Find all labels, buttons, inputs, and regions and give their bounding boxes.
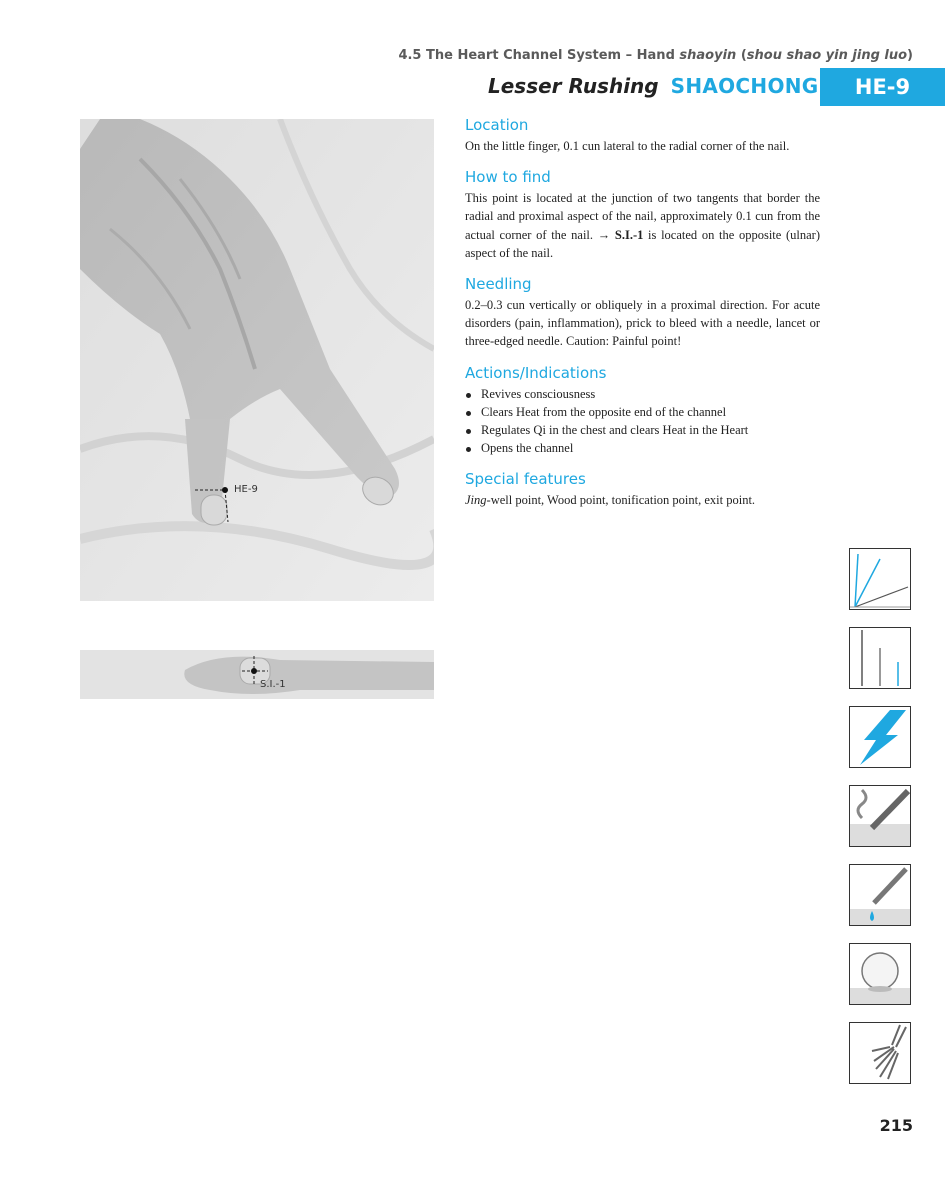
special-features-section <box>465 469 820 509</box>
point-english-name: Lesser Rushing <box>488 74 659 98</box>
running-head-text: ) <box>907 48 913 63</box>
moxa-icon <box>849 785 911 847</box>
location-text: On the little finger, 0.1 cun lateral to the radial corner of the nail. <box>465 139 790 153</box>
how-to-find-heading: How to find <box>465 168 551 187</box>
si-1-label: S.I.-1 <box>260 679 286 690</box>
cross-reference: S.I.-1 <box>614 227 644 242</box>
finger-side-photo <box>80 650 434 699</box>
special-text-part: -well point, Wood point, tonification point, exit point. <box>486 493 756 508</box>
bleeding-icon <box>849 864 911 926</box>
point-pinyin-name: SHAOCHONG <box>670 74 819 98</box>
list-item: Clears Heat from the opposite end of the channel <box>465 403 820 421</box>
needling-text: 0.2–0.3 cun vertically or obliquely in a proximal direction. For acute disorders (pain, inflammation), prick to bleed with a needle, lancet or three-edged needle. Caution: Painful point! <box>465 298 820 349</box>
location-section <box>465 115 820 155</box>
hand-photo <box>80 119 434 601</box>
how-to-find-text-part: This point is located at the junction of two tangents that border the radial and proximal aspect of the nail, approximately 0.1 cun from the actual corner of the nail. <box>465 191 820 242</box>
how-to-find-text-part: is located on the opposite (ulnar) aspect of the nail. <box>465 227 820 260</box>
finger-side-illustration <box>80 650 434 699</box>
hand-illustration <box>80 119 434 601</box>
si-1-point-marker <box>251 668 257 674</box>
special-italic: Jing <box>465 493 487 508</box>
special-features-text <box>465 491 820 509</box>
running-head-italic: shaoyin <box>679 48 737 63</box>
he-9-label: HE-9 <box>234 484 258 495</box>
actions-section <box>465 363 820 458</box>
hand-skeleton-icon <box>849 1022 911 1084</box>
page-number: 215 <box>879 1116 913 1135</box>
cupping-icon <box>849 943 911 1005</box>
running-head-text: 4.5 The Heart Channel System – Hand <box>398 48 680 63</box>
location-heading: Location <box>465 116 529 134</box>
point-description <box>465 115 820 522</box>
needle-angles-icon <box>849 548 911 610</box>
running-head-italic: shou shao yin jing luo <box>746 48 908 63</box>
how-to-find-section <box>465 167 820 262</box>
needling-heading: Needling <box>465 275 532 294</box>
special-features-heading: Special features <box>465 470 586 489</box>
needling-section <box>465 274 820 351</box>
running-head-text: ( <box>736 48 747 63</box>
list-item: Regulates Qi in the chest and clears Heat in the Heart <box>465 421 820 439</box>
list-item: Opens the channel <box>465 439 820 457</box>
point-code: HE-9 <box>854 75 911 99</box>
how-to-find-text <box>465 189 820 262</box>
lightning-icon <box>849 706 911 768</box>
point-code-badge <box>820 68 945 106</box>
actions-heading: Actions/Indications <box>465 363 607 382</box>
he-9-point-marker <box>222 487 228 493</box>
list-item: Revives consciousness <box>465 385 820 403</box>
point-title <box>488 74 819 104</box>
running-head <box>0 48 913 63</box>
actions-list <box>465 385 820 458</box>
arrow-icon: → <box>597 227 611 242</box>
needle-types-icon <box>849 627 911 689</box>
